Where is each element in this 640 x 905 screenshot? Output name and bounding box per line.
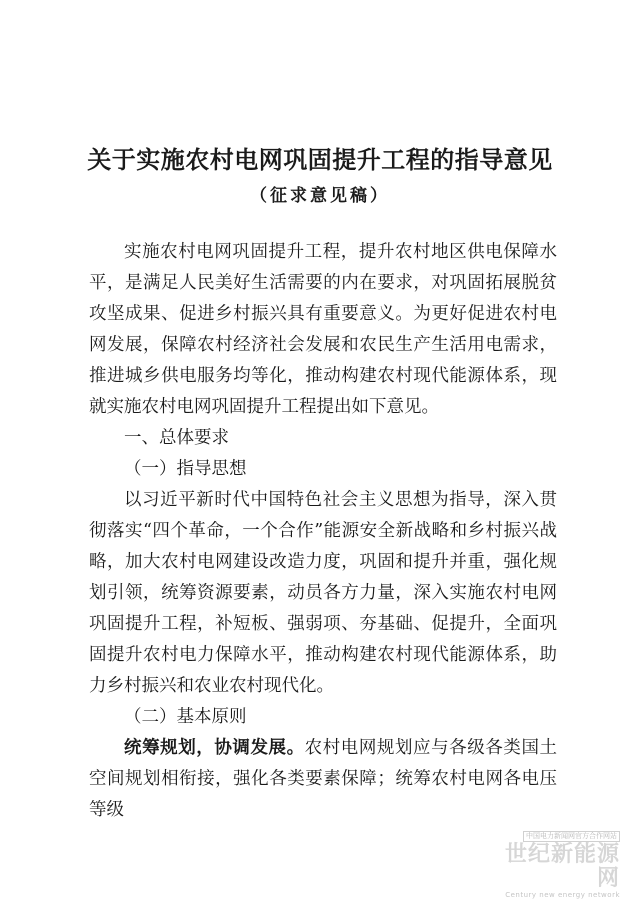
watermark-top-text: 中国电力新闻网官方合作网站 [523, 831, 620, 842]
subsection-heading-guiding-ideology: （一）指导思想 [124, 459, 247, 479]
principle-body-text: 农村电网规划应与各级各类国土空间规划相衔接，强化各类要素保障；统筹农村电网各电压等级 [89, 738, 558, 820]
watermark-main-text: 世纪新能源网 [504, 842, 620, 891]
section-heading-general-requirements: 一、总体要求 [124, 428, 229, 448]
document-subtitle: （征求意见稿） [250, 186, 390, 206]
document-body [89, 237, 557, 826]
watermark-logo [500, 823, 620, 899]
subsection-heading-basic-principles: （二）基本原则 [124, 707, 247, 727]
guiding-ideology-paragraph: 以习近平新时代中国特色社会主义思想为指导，深入贯彻落实“四个革命，一个合作”能源安全新战略和乡村振兴战略，加大农村电网建设改造力度，巩固和提升并重，强化规划引领，统筹资源要素，动员各方力量，深入实施农村电网巩固提升工程，补短板、强弱项、夯基础、促提升，全面巩固提升农村电力保障水平，推动构建农村现代能源体系，助力乡村振兴和农业农村现代化。 [89, 490, 557, 696]
intro-paragraph: 实施农村电网巩固提升工程，提升农村地区供电保障水平，是满足人民美好生活需要的内在要求，对巩固拓展脱贫攻坚成果、促进乡村振兴具有重要意义。为更好促进农村电网发展，保障农村经济社会发展和农民生产生活用电需求，推进城乡供电服务均等化，推动构建农村现代能源体系，现就实施农村电网巩固提升工程提出如下意见。 [89, 242, 557, 417]
watermark-sub-text: Century new energy network [505, 891, 620, 899]
principle-lead-text: 统筹规划，协调发展。 [124, 738, 305, 758]
principle-paragraph [89, 733, 557, 826]
document-title: 关于实施农村电网巩固提升工程的指导意见 [87, 145, 553, 174]
